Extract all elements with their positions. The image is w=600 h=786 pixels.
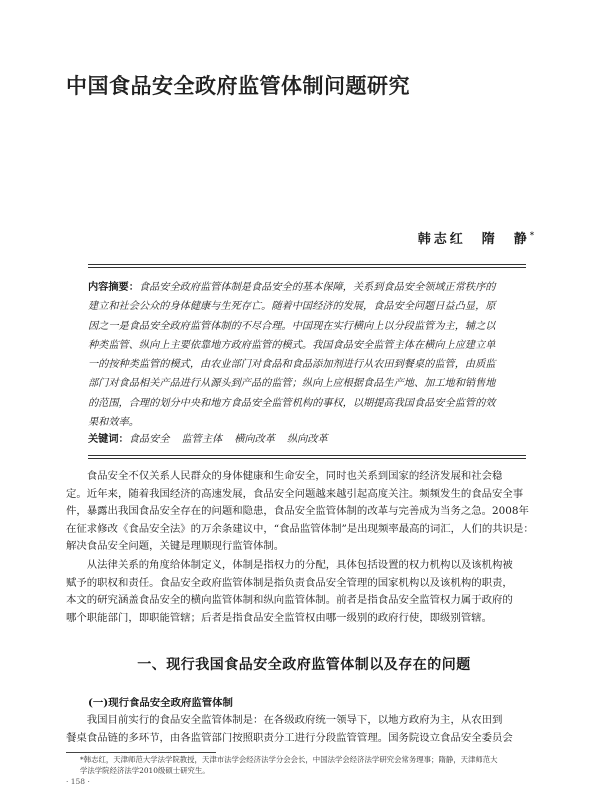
abstract-label: 内容摘要： bbox=[88, 281, 139, 293]
abstract-block bbox=[88, 278, 526, 432]
abstract-bottom-rule bbox=[88, 455, 526, 456]
page-number: · 158 · bbox=[66, 777, 90, 786]
keywords-block bbox=[88, 430, 526, 445]
paragraph-line: 本文的研究涵盖食品安全的横向监管体制和纵向监管体制。前者是指食品安全监管权力属于政府的 bbox=[66, 594, 513, 607]
keyword: 监管主体 bbox=[181, 434, 223, 445]
paper-authors bbox=[418, 228, 534, 247]
paper-title: 中国食品安全政府监管体制问题研究 bbox=[66, 73, 410, 98]
body-paragraph-1 bbox=[66, 468, 542, 556]
abstract-top-rule-inner bbox=[88, 267, 526, 268]
paragraph-line: 在征求修改《食品安全法》的万余条建议中，“食品监管体制”是出现频率最高的词汇，人们的共识是： bbox=[66, 522, 534, 535]
keyword: 纵向改革 bbox=[287, 434, 328, 445]
section-heading: 一、现行我国食品安全政府监管体制以及存在的问题 bbox=[137, 657, 471, 673]
abstract-line: 的范围，合理的划分中央和地方食品安全监管机构的事权，以期提高我国食品安全监管的效 bbox=[88, 397, 496, 409]
abstract-line: 一的按种类监管的模式，由农业部门对食品和食品添加剂进行从农田到餐桌的监管，由质监 bbox=[88, 359, 496, 371]
subsection-heading: (一)现行食品安全政府监管体制 bbox=[88, 697, 233, 709]
abstract-top-rule bbox=[88, 264, 526, 265]
abstract-bottom-rule-inner bbox=[88, 458, 526, 459]
footnote-rule bbox=[66, 752, 216, 753]
footnote-line: *韩志红，天津师范大学法学院教授，天津市法学会经济法学分会会长，中国法学会经济法学研究会常务理事；隋静，天津师范大 bbox=[80, 755, 498, 764]
body-paragraph-2 bbox=[66, 557, 542, 627]
author-footnote-mark: * bbox=[529, 229, 534, 240]
abstract-line: 部门对食品相关产品进行从源头到产品的监管；纵向上应根据食品生产地、加工地和销售地 bbox=[88, 378, 496, 390]
abstract-line: 种类监管、纵向上主要依靠地方政府监管的模式。我国食品安全监管主体在横向上应建立单 bbox=[88, 339, 496, 351]
paragraph-line: 定。近年来，随着我国经济的高速发展，食品安全问题越来越引起高度关注。频频发生的食品安全事 bbox=[66, 487, 524, 500]
keywords-label: 关键词： bbox=[88, 433, 129, 445]
abstract-text: 食品安全政府监管体制是食品安全的基本保障，关系到食品安全领域正常秩序的 bbox=[138, 282, 496, 293]
abstract-line: 建立和社会公众的身体健康与生死存亡。随着中国经济的发展，食品安全问题日益凸显，原 bbox=[88, 301, 496, 313]
author-names: 韩志红 隋 静 bbox=[417, 232, 530, 247]
paragraph-line: 哪个职能部门，即职能管辖；后者是指食品安全监管权由哪一级别的政府行使，即级别管辖。 bbox=[66, 611, 493, 624]
paragraph-line: 餐桌食品链的多环节，由各监管部门按照职责分工进行分段监管管理。国务院设立食品安全委员会 bbox=[66, 731, 513, 744]
footnote-line: 学法学院经济法学2010级硕士研究生。 bbox=[80, 766, 210, 775]
paragraph-line: 件，暴露出我国食品安全存在的问题和隐患，食品安全监管体制的改革与完善成为当务之急。2008年 bbox=[66, 505, 529, 518]
paragraph-line: 从法律关系的角度给体制定义，体制是指权力的分配，具体包括设置的权力机构以及该机构被 bbox=[66, 559, 513, 571]
keyword: 食品安全 bbox=[128, 434, 170, 445]
author-footnote bbox=[80, 754, 550, 776]
paragraph-line: 解决食品安全问题，关键是理顺现行监管体制。 bbox=[66, 540, 285, 553]
abstract-line: 因之一是食品安全政府监管体制的不尽合理。中国现在实行横向上以分段监管为主，辅之以 bbox=[88, 320, 496, 332]
abstract-line: 果和效率。 bbox=[88, 417, 139, 429]
paragraph-line: 我国目前实行的食品安全监管体制是：在各级政府统一领导下，以地方政府为主，从农田到 bbox=[66, 714, 503, 726]
paragraph-line: 食品安全不仅关系人民群众的身体健康和生命安全，同时也关系到国家的经济发展和社会稳 bbox=[66, 470, 503, 482]
abstract-line bbox=[88, 278, 526, 297]
body-paragraph-3 bbox=[66, 712, 542, 747]
paragraph-line: 赋予的职权和责任。食品安全政府监管体制是指负责食品安全管理的国家机构以及该机构的职责， bbox=[66, 576, 513, 589]
keyword: 横向改革 bbox=[234, 434, 275, 445]
